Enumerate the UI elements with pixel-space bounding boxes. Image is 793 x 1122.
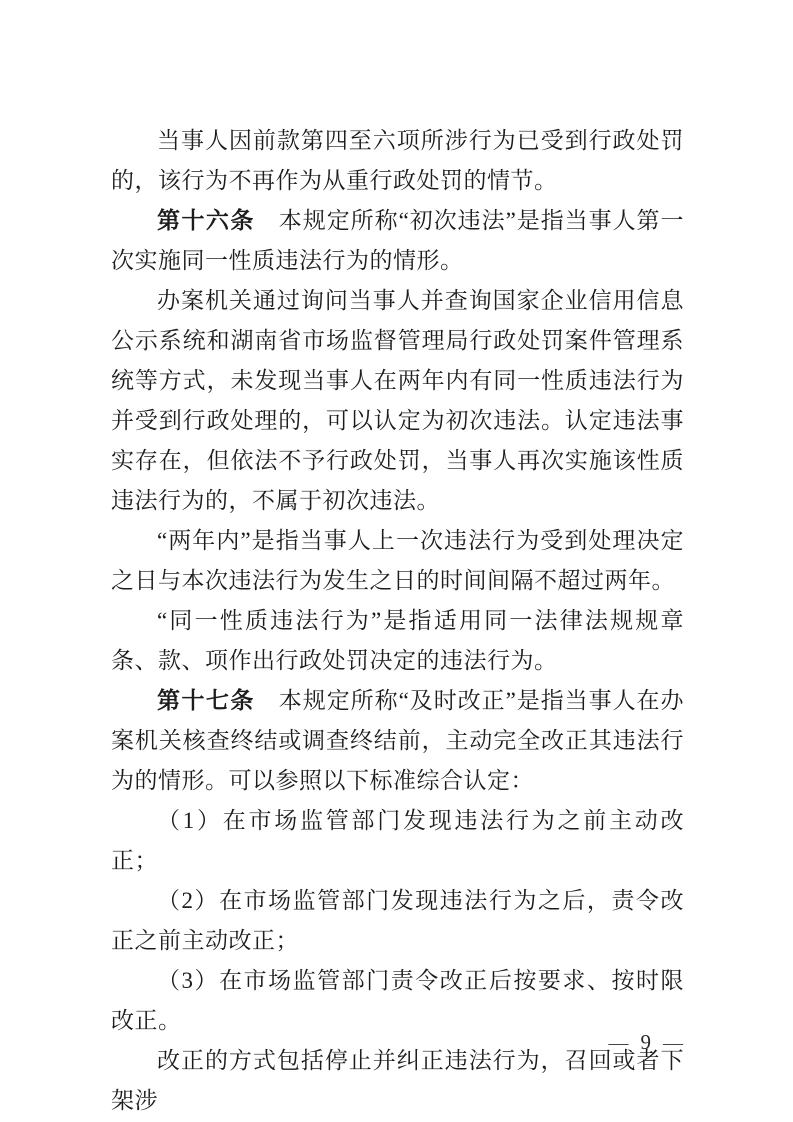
- document-body: [111, 121, 684, 1121]
- body-paragraph: “同一性质违法行为”是指适用同一法律法规规章条、款、项作出行政处罚决定的违法行为。: [111, 608, 684, 673]
- article-number: 第十七条: [157, 688, 255, 713]
- page-footer: [609, 1029, 684, 1056]
- article-number: 第十六条: [157, 208, 255, 233]
- body-paragraph: 改正的方式包括停止并纠正违法行为，召回或者下架涉: [111, 1048, 684, 1113]
- footer-dash-right: —: [663, 1032, 683, 1054]
- body-paragraph: （2）在市场监管部门发现违法行为之后，责令改正之前主动改正；: [111, 888, 684, 953]
- page-number: 9: [640, 1030, 651, 1054]
- article-paragraph: 第十七条 本规定所称“及时改正”是指当事人在办案机关核查终结或调查终结前，主动完全改正其违法行为的情形。可以参照以下标准综合认定：: [111, 688, 685, 793]
- body-paragraph: 当事人因前款第四至六项所涉行为已受到行政处罚的，该行为不再作为从重行政处罚的情节。: [111, 128, 684, 193]
- footer-dash-left: —: [608, 1032, 629, 1054]
- body-paragraph: （3）在市场监管部门责令改正后按要求、按时限改正。: [111, 968, 684, 1033]
- body-paragraph: “两年内”是指当事人上一次违法行为受到处理决定之日与本次违法行为发生之日的时间间隔不超过两年。: [111, 528, 684, 593]
- body-paragraph: （1）在市场监管部门发现违法行为之前主动改正；: [111, 808, 684, 873]
- body-paragraph: 办案机关通过询问当事人并查询国家企业信用信息公示系统和湖南省市场监督管理局行政处罚案件管理系统等方式，未发现当事人在两年内有同一性质违法行为并受到行政处理的，可以认定为初次违法。认定违法事实存在，但依法不予行政处罚，当事人再次实施该性质违法行为的，不属于初次违法。: [111, 288, 684, 513]
- article-paragraph: 第十六条 本规定所称“初次违法”是指当事人第一次实施同一性质违法行为的情形。: [111, 208, 685, 273]
